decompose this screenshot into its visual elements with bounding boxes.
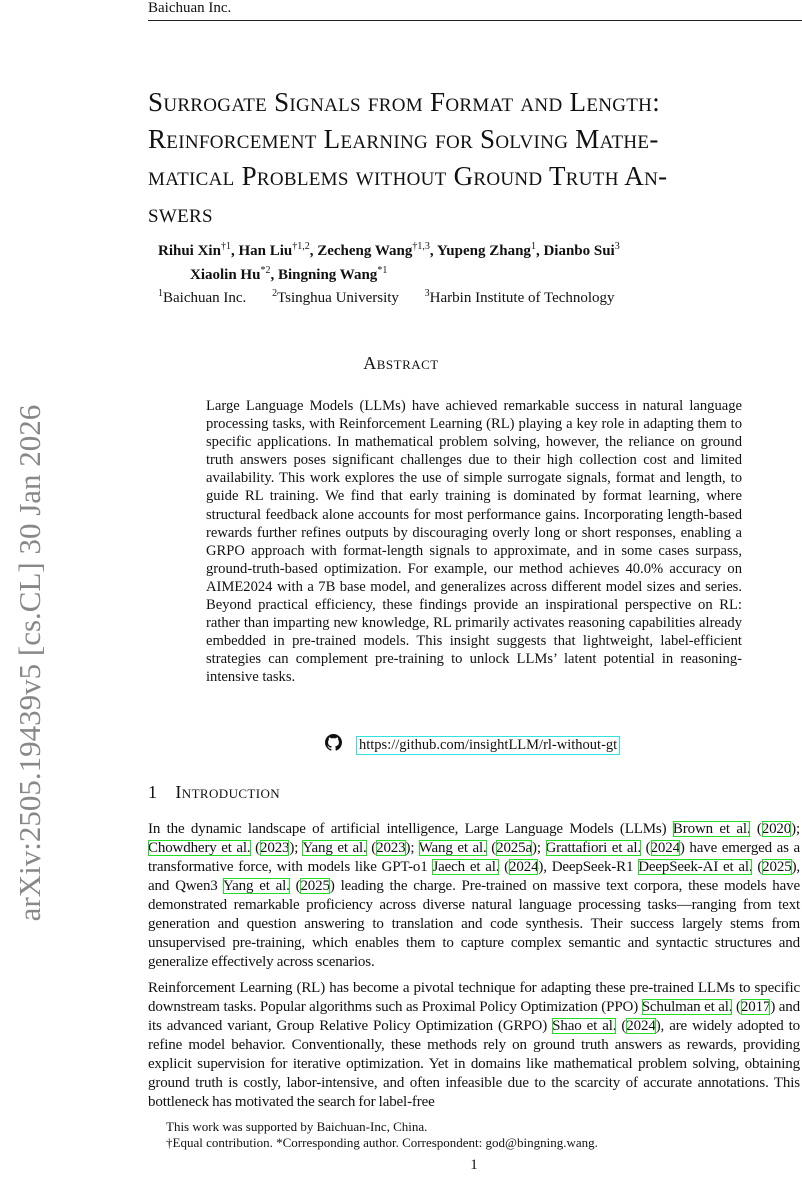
paragraph-text: ) have emerged as a transformative force, with models like GPT-o1 [148, 840, 800, 875]
affil-sup: 3 [424, 288, 430, 299]
paragraph-text: ( [289, 878, 301, 894]
github-url-link[interactable]: https://github.com/insightLLM/rl-without-gt [356, 736, 620, 755]
affiliation: Tsinghua University [277, 290, 399, 306]
citation-link[interactable]: 2025a [496, 840, 533, 856]
paragraph-text: ( [366, 840, 377, 856]
paragraph-text: In the dynamic landscape of artificial intelligence, Large Language Models (LLMs) [148, 821, 673, 837]
citation-link[interactable]: Schulman et al. [641, 999, 733, 1015]
page-number: 1 [470, 1157, 478, 1173]
affil-sup: 1 [158, 288, 163, 299]
author-sup: †1 [220, 241, 231, 252]
affiliation: Baichuan Inc. [163, 290, 247, 306]
author-name: Zecheng Wang [317, 243, 413, 259]
citation-link[interactable]: Chowdhery et al. [148, 840, 251, 856]
citation-link[interactable]: 2017 [740, 999, 771, 1015]
intro-paragraph [148, 820, 800, 972]
affiliation: Harbin Institute of Technology [429, 290, 615, 306]
citation-link[interactable]: 2023 [376, 840, 406, 856]
citation-link[interactable]: Grattafiori et al. [545, 840, 642, 856]
abstract-heading: Abstract [363, 353, 439, 373]
citation-link[interactable]: Shao et al. [552, 1018, 617, 1034]
citation-link[interactable]: 2023 [260, 840, 290, 856]
citation-link[interactable]: Yang et al. [222, 878, 290, 894]
footnotes [148, 1119, 800, 1151]
author-sup: 1 [530, 241, 536, 252]
author-sup: *1 [377, 265, 388, 276]
title-line: Surrogate Signals from Format and Length: [148, 87, 660, 117]
citation-link[interactable]: 2020 [761, 821, 792, 837]
arxiv-identifier: arXiv:2505.19439v5 [cs.CL] 30 Jan 2026 [12, 404, 47, 922]
intro-paragraph [148, 979, 800, 1112]
paragraph-text: ); [289, 840, 303, 856]
author-sup: †1,3 [412, 241, 430, 252]
author-name: Xiaolin Hu [190, 267, 261, 283]
paragraph-text: ), are widely adopted to refine model behavior. Conventionally, these methods rely on ground truth answers as rewards, providing explicit supervision for iterative optimization. Yet in domains like mathematical problem solving, obtaining ground truth is costly, labor-intensive, and often infeasible due to the scarcity of accurate annotations. This bottleneck has motivated the search for label-free [148, 1018, 800, 1110]
citation-link[interactable]: Brown et al. [672, 821, 751, 837]
paragraph-text: Reinforcement Learning (RL) has become a pivotal technique for adapting these pre-trained LLMs to specific downstream tasks. Popular algorithms such as Proximal Policy Optimization (PPO) [148, 980, 800, 1015]
section-title: Introduction [175, 782, 281, 802]
title-line: Reinforcement Learning for Solving Mathe- [148, 124, 659, 154]
author-name: Dianbo Sui [543, 243, 615, 259]
author-name: Rihui Xin [158, 243, 221, 259]
affil-sup: 2 [272, 288, 278, 299]
paragraph-text: ); [405, 840, 419, 856]
paragraph-text: ( [752, 859, 763, 875]
citation-link[interactable]: 2025 [300, 878, 330, 894]
body-flow [148, 820, 800, 1174]
paragraph-text: ( [250, 840, 260, 856]
paragraph-text: ( [732, 999, 741, 1015]
citation-link[interactable]: 2024 [509, 859, 539, 875]
author-name: Bingning Wang [277, 267, 378, 283]
affiliations [158, 288, 615, 307]
paragraph-text: ); [791, 821, 801, 837]
abstract-text: Large Language Models (LLMs) have achieved remarkable success in natural language processing tasks, with Reinforcement Learning (RL) playing a key role in adapting them to specific applications. In mathematical problem solving, however, the reliance on ground truth answers poses significant challenges due to their high collection cost and limited availability. This work explores the use of simple surrogate signals, format and length, to guide RL training. We find that early training is dominated by format learning, where structural feedback alone accounts for most performance gains. Incorporating length-based rewards further refines outputs by discouraging overly long or short responses, enabling a GRPO approach with format-length signals to approximate, and in some cases surpass, ground-truth-based optimization. For example, our method achieves 40.0% accuracy on AIME2024 with a 7B base model, and generalizes across different model sizes and series. Beyond practical efficiency, these findings provide an inspirational perspective on RL: rather than imparting new knowledge, RL primarily activates reasoning capabilities already embedded in pre-trained models. This insight suggests that lightweight, label-efficient strategies can complement pre-training to unlock LLMs’ latent potential in reasoning-intensive tasks. [206, 398, 742, 686]
author-name: Yupeng Zhang [436, 243, 531, 259]
title-line: swers [148, 198, 213, 228]
paragraph-text: ( [641, 840, 651, 856]
author-sup: 3 [614, 241, 620, 252]
citation-link[interactable]: 2024 [626, 1018, 656, 1034]
paper-title [148, 84, 802, 232]
footnote: †Equal contribution. *Corresponding author. Correspondent: god@bingning.wang. [166, 1135, 598, 1150]
paragraph-text: ), and Qwen3 [148, 859, 801, 894]
citation-link[interactable]: Yang et al. [302, 840, 367, 856]
section-number: 1 [148, 782, 158, 802]
paragraph-text: ( [750, 821, 762, 837]
github-icon [325, 734, 342, 756]
citation-link[interactable]: DeepSeek-AI et al. [638, 859, 753, 875]
citation-link[interactable]: Wang et al. [418, 840, 487, 856]
paragraph-text: ( [486, 840, 497, 856]
paragraph-text: ( [499, 859, 510, 875]
author-name: Han Liu [238, 243, 293, 259]
author-sup: †1,2 [292, 241, 310, 252]
author-list: Rihui Xin$^{\dagger 1}$, Han Liu$^{\dagger 1,2}$, Zecheng Wang$^{\dagger 1,3}$, Yupeng Zhang$^1$, Dianbo Sui$^3$ Xiaolin Hu$^{*2}$, Bingning Wang$^{*1}$ [158, 241, 620, 283]
paragraph-text: ) leading the charge. Pre-trained on massive text corpora, these models have demonstrated remarkable proficiency across diverse natural language processing tasks—ranging from text generation and question answering to translation and code synthesis. Their success largely stems from unsupervised pre-training, which enables them to capture complex semantic and syntactic structures and generalize effectively across scenarios. [148, 878, 801, 970]
section-heading-introduction [148, 782, 280, 803]
author-sup: *2 [260, 265, 271, 276]
title-line: matical Problems without Ground Truth An- [148, 161, 668, 191]
running-header: Baichuan Inc. [148, 0, 802, 21]
citation-link[interactable]: 2024 [650, 840, 680, 856]
paragraph-text: ), DeepSeek-R1 [538, 859, 639, 875]
citation-link[interactable]: Jaech et al. [432, 859, 500, 875]
footnote: This work was supported by Baichuan-Inc, China. [166, 1119, 428, 1134]
citation-link[interactable]: 2025 [762, 859, 792, 875]
paragraph-text: ( [616, 1018, 627, 1034]
paragraph-text: ) and its advanced variant, Group Relative Policy Optimization (GRPO) [148, 999, 800, 1034]
github-link-row [325, 734, 620, 756]
paragraph-text: ); [532, 840, 546, 856]
